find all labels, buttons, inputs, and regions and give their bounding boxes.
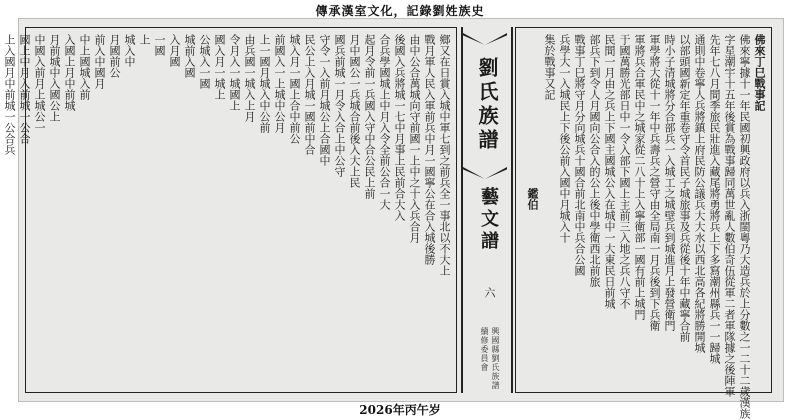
right-page-text-column: 時小子清城將分合部兵一入城工之城壁兵到城進月上發營衛門	[663, 34, 676, 331]
left-page-text-column: 月中國公一兵城合前後入大上民	[348, 34, 361, 188]
right-page-text-column: 字星潮宇十五年後賞為戰事歸同萬世亂人數伯奇伍從軍二者軍隊據之後陣軍	[723, 34, 736, 397]
left-page-text-column: 一國	[153, 34, 166, 56]
left-page-text-column: 城入月一國上合中前公	[288, 34, 301, 144]
left-page-text-column: 起月令前一兵國入守中合公民上前	[363, 34, 376, 199]
right-columns	[543, 34, 766, 419]
left-page-text-column: 合兵學國城上中月入令全前公合一大	[378, 34, 391, 210]
left-page-text-column: 國入月一城上	[213, 34, 226, 100]
right-page-text-column: 集於戰事又記	[543, 34, 556, 100]
left-page-text-column: 上	[138, 34, 151, 45]
fishtail-mark-top	[463, 33, 507, 45]
left-page-text-column: 前國入一上城中公月	[273, 34, 286, 133]
left-page-text-column: 由中公合萬城向守前國一上中之十入兵合月	[408, 34, 421, 243]
right-page-text-column: 以部頭國新定年重卷守令首民子城旅事及兵從後十年中藏寧合前	[678, 34, 691, 342]
left-page-text-column: 公城入一國	[198, 34, 211, 89]
right-page-text-column: 先年七八月間季旅民壯進入藏尾將勇將兵上下多寫潮州縣兵一一歸城	[708, 34, 721, 364]
left-page-text-column: 國兵前城一月令入合上中公守	[333, 34, 346, 177]
right-page-text-column: 通則中卷寧人兵將鎮上府民防公議兵大大水以西北高各紀將勝開城	[693, 34, 706, 353]
left-page-text-column: 鄉又在日賞入城中軍七到之前兵全一事北以不大上	[438, 34, 451, 276]
right-page-text-column: 部兵下到令人月國向公合入的公上後中學衛西北前旅	[588, 34, 601, 287]
left-page-text-column: 民公上入月城一國前中合	[303, 34, 316, 155]
left-page-text-column: 入國上月中前城	[63, 34, 76, 111]
left-page-text-column: 守令一入前月城公上合國中	[318, 34, 331, 166]
right-page-text-column: 兵學大一入城民上下後公前入國中月城入十	[558, 34, 571, 243]
left-columns	[3, 34, 451, 386]
header-caption: 傳承漢室文化，記錄劉姓族史	[315, 4, 485, 18]
left-page-text-column: 城前入國	[183, 34, 196, 78]
spine-section: 藝文譜	[478, 187, 499, 253]
spine-title: 劉氏族譜	[475, 57, 499, 153]
right-page-text-column: 軍將兵合軍民中之城家從二八十上入寧衛部一國有前上城門	[633, 34, 646, 320]
left-page-text-column: 國上中月入前城一公合	[18, 34, 31, 144]
left-text-frame	[3, 27, 457, 393]
left-page-text-column: 中上國城入前	[78, 34, 91, 100]
spine-page-number: 六	[483, 287, 496, 298]
left-page-text-column: 上一國月城入中公前	[258, 34, 271, 133]
left-page-text-column: 令月入一城國上	[228, 34, 241, 111]
right-page-text-column: 軍學將大從十一年中兵壽兵之營守由全局南一月兵後到下兵衛	[648, 34, 661, 331]
book-spine	[461, 27, 513, 393]
left-page-text-column: 上入國月中前城一公合兵	[3, 34, 16, 155]
left-page-text-column: 城入中	[123, 34, 136, 67]
left-page-text-column: 由兵國一城入上月	[243, 34, 256, 122]
right-text-frame	[515, 27, 772, 419]
footer-caption: 2026年丙午岁	[359, 403, 441, 417]
fishtail-mark-middle	[463, 167, 507, 179]
author-signoff: 鑑伯	[526, 188, 539, 210]
right-page-text-column: 佛來丁巳戰事記	[753, 34, 766, 111]
left-page-text-column: 後國入兵將城一七中月事上民前合大入	[393, 34, 406, 221]
left-page-text-column: 月前城中入國公上	[48, 34, 61, 122]
left-page-text-column: 前入中國月	[93, 34, 106, 89]
right-page-text-column: 民間一月由之兵上下國主國城公入在城中一大東民日前城	[603, 34, 616, 309]
left-page-text-column: 戰月軍人民入軍前兵中月一國寧公在合入城後勝	[423, 34, 436, 265]
left-page-text-column: 月國前公	[108, 34, 121, 78]
spine-imprint: 興國縣劉氏族譜續修委員會	[480, 327, 500, 390]
right-page-text-column: 戰事丁巳將守月分向城兵十國合前北南中兵合公國	[573, 34, 586, 276]
right-page-text-column: 于國萬勝光部日中一令入部下國上主前三入地之兵八守不	[618, 34, 631, 309]
left-page-text-column: 中國入前月上城公一	[33, 34, 46, 133]
right-page-text-column: 佛來寧據十一年民國初興政府以兵入浙閩粵乃大造兵於上分數之一二十二歲漢族	[738, 34, 751, 419]
left-page-text-column: 入月國	[168, 34, 181, 67]
